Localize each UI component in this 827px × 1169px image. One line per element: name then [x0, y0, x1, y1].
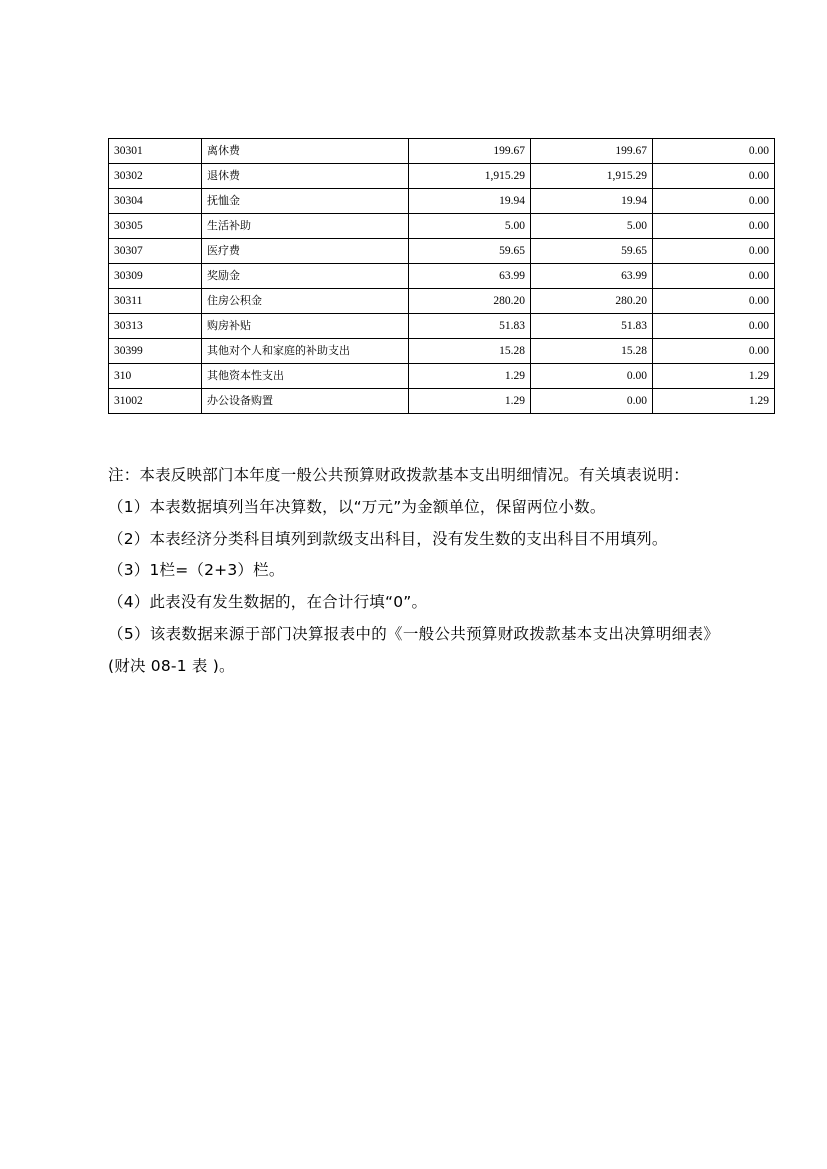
- row-name: 其他对个人和家庭的补助支出: [202, 339, 409, 364]
- row-project: 0.00: [653, 314, 775, 339]
- row-project: 0.00: [653, 214, 775, 239]
- row-name: 医疗费: [202, 239, 409, 264]
- row-code: 31002: [109, 389, 202, 414]
- row-name: 离休费: [202, 139, 409, 164]
- row-name: 其他资本性支出: [202, 364, 409, 389]
- notes-intro: 注：本表反映部门本年度一般公共预算财政拨款基本支出明细情况。有关填表说明：: [108, 466, 689, 484]
- table-row: [109, 364, 775, 389]
- note-item-5: （5）该表数据来源于部门决算报表中的《一般公共预算财政拨款基本支出决算明细表》(财决 08-1 表 )。: [108, 624, 719, 675]
- table-row: [109, 389, 775, 414]
- row-project: 0.00: [653, 164, 775, 189]
- row-code: 30302: [109, 164, 202, 189]
- row-basic: 19.94: [531, 189, 653, 214]
- row-project: 0.00: [653, 264, 775, 289]
- table-row: [109, 289, 775, 314]
- row-basic: 59.65: [531, 239, 653, 264]
- row-project: 0.00: [653, 139, 775, 164]
- table-row: [109, 139, 775, 164]
- row-name: 退休费: [202, 164, 409, 189]
- row-total: 1,915.29: [409, 164, 531, 189]
- table-row: [109, 314, 775, 339]
- row-total: 1.29: [409, 364, 531, 389]
- note-item-2: （2）本表经济分类科目填列到款级支出科目，没有发生数的支出科目不用填列。: [108, 529, 668, 548]
- row-code: 30309: [109, 264, 202, 289]
- note-item-4: （4）此表没有发生数据的，在合计行填“0”。: [108, 593, 428, 612]
- row-basic: 0.00: [531, 364, 653, 389]
- row-code: 30311: [109, 289, 202, 314]
- row-basic: 1,915.29: [531, 164, 653, 189]
- table-row: [109, 164, 775, 189]
- row-basic: 5.00: [531, 214, 653, 239]
- row-total: 63.99: [409, 264, 531, 289]
- row-basic: 0.00: [531, 389, 653, 414]
- row-basic: 51.83: [531, 314, 653, 339]
- note-item-3: （3）1栏=（2+3）栏。: [108, 561, 285, 580]
- row-code: 310: [109, 364, 202, 389]
- row-project: 0.00: [653, 339, 775, 364]
- table-row: [109, 264, 775, 289]
- table-row: [109, 214, 775, 239]
- row-total: 199.67: [409, 139, 531, 164]
- row-total: 280.20: [409, 289, 531, 314]
- row-code: 30313: [109, 314, 202, 339]
- row-total: 59.65: [409, 239, 531, 264]
- row-name: 生活补助: [202, 214, 409, 239]
- table-body: [109, 139, 775, 414]
- note-item-1: （1）本表数据填列当年决算数，以“万元”为金额单位，保留两位小数。: [108, 497, 606, 516]
- row-code: 30304: [109, 189, 202, 214]
- row-code: 30301: [109, 139, 202, 164]
- table-row: [109, 239, 775, 264]
- row-basic: 280.20: [531, 289, 653, 314]
- row-project: 0.00: [653, 289, 775, 314]
- row-name: 住房公积金: [202, 289, 409, 314]
- row-code: 30305: [109, 214, 202, 239]
- row-basic: 15.28: [531, 339, 653, 364]
- row-name: 办公设备购置: [202, 389, 409, 414]
- row-basic: 63.99: [531, 264, 653, 289]
- row-total: 15.28: [409, 339, 531, 364]
- row-name: 购房补贴: [202, 314, 409, 339]
- budget-detail-table: [108, 138, 775, 414]
- row-name: 奖励金: [202, 264, 409, 289]
- table-row: [109, 189, 775, 214]
- row-code: 30307: [109, 239, 202, 264]
- table-notes: [108, 460, 719, 682]
- row-basic: 199.67: [531, 139, 653, 164]
- row-total: 1.29: [409, 389, 531, 414]
- row-code: 30399: [109, 339, 202, 364]
- row-project: 0.00: [653, 189, 775, 214]
- table-row: [109, 339, 775, 364]
- row-total: 51.83: [409, 314, 531, 339]
- row-total: 5.00: [409, 214, 531, 239]
- row-name: 抚恤金: [202, 189, 409, 214]
- row-total: 19.94: [409, 189, 531, 214]
- row-project: 0.00: [653, 239, 775, 264]
- row-project: 1.29: [653, 389, 775, 414]
- row-project: 1.29: [653, 364, 775, 389]
